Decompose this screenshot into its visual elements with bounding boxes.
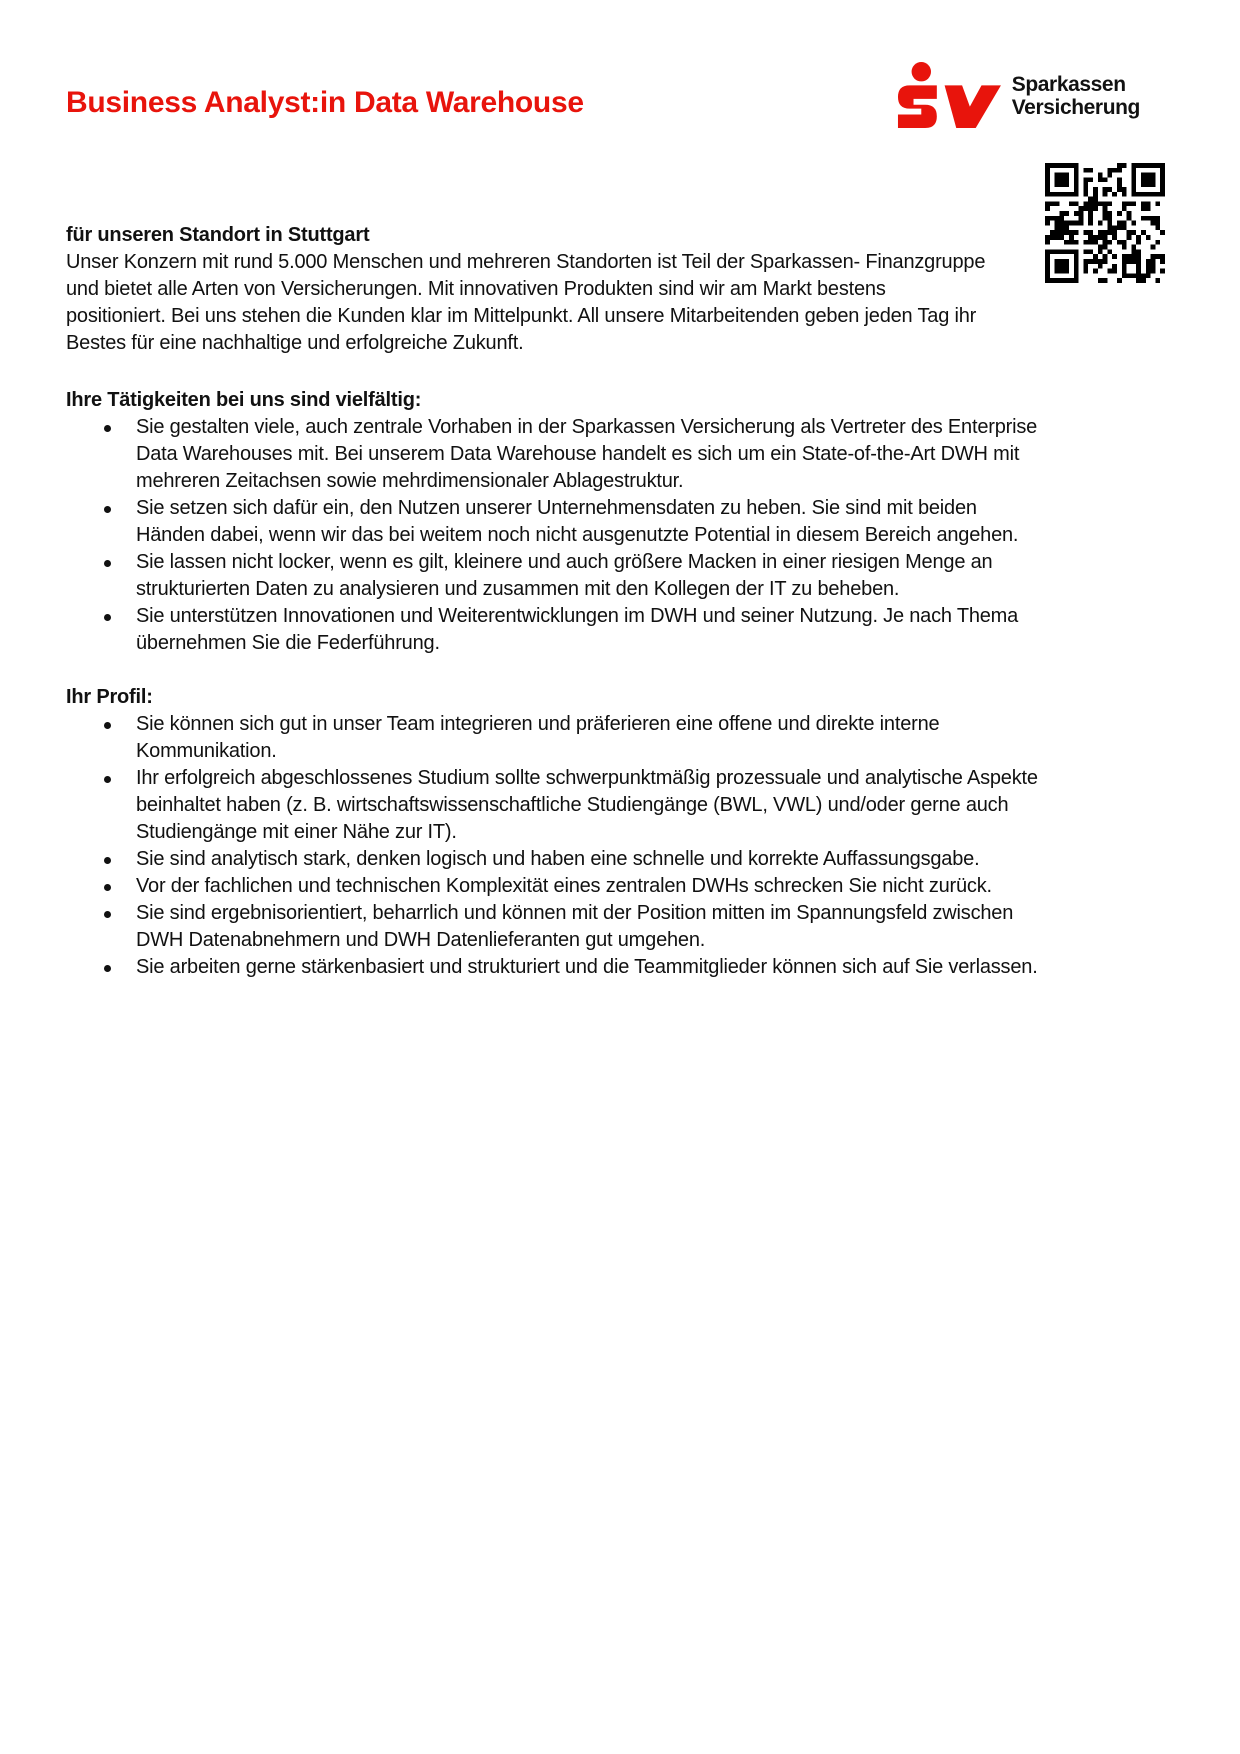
- section-heading: Ihr Profil:: [66, 686, 153, 708]
- logo-brand-line1: Sparkassen: [1011, 73, 1126, 96]
- page-title: Business Analyst:in Data Warehouse: [66, 86, 584, 119]
- company-logo-text: [1012, 73, 1140, 119]
- company-logo: [892, 62, 1140, 130]
- sections-container: [66, 387, 1041, 981]
- bullet-item: Sie unterstützen Innovationen und Weiterentwicklungen im DWH und seiner Nutzung. Je nach Thema übernehmen Sie die Federführung.: [66, 603, 1041, 657]
- qr-code: [1045, 163, 1165, 283]
- bullet-item: Ihr erfolgreich abgeschlossenes Studium sollte schwerpunktmäßig prozessuale und analytische Aspekte beinhaltet haben (z. B. wirtschaftswissenschaftliche Studiengänge (BWL, VWL) und/oder gerne auch Studiengänge mit einer Nähe zur IT).: [66, 765, 1041, 846]
- bullet-item: Sie sind analytisch stark, denken logisch und haben eine schnelle und korrekte Auffassungsgabe.: [66, 846, 1041, 873]
- intro-paragraph: Unser Konzern mit rund 5.000 Menschen und mehreren Standorten ist Teil der Sparkassen- Finanzgruppe und bietet alle Arten von Versicherungen. Mit innovativen Produkten sind wir am Markt bestens positioniert. Bei uns stehen die Kunden klar im Mittelpunkt. All unsere Mitarbeitenden geben jeden Tag ihr Bestes für eine nachhaltige und erfolgreiche Zukunft.: [66, 251, 986, 354]
- document-body: [66, 222, 1041, 981]
- logo-brand-line2: Versicherung: [1011, 96, 1140, 119]
- bullet-item: Sie gestalten viele, auch zentrale Vorhaben in der Sparkassen Versicherung als Vertreter des Enterprise Data Warehouses mit. Bei unserem Data Warehouse handelt es sich um ein State-of-the-Art DWH mit mehreren Zeitachsen sowie mehrdimensionaler Ablagestruktur.: [66, 414, 1041, 495]
- location-heading: für unseren Standort in Stuttgart: [66, 224, 370, 246]
- bullet-item: Sie sind ergebnisorientiert, beharrlich und können mit der Position mitten im Spannungsfeld zwischen DWH Datenabnehmern und DWH Datenlieferanten gut umgehen.: [66, 900, 1041, 954]
- sv-logo-icon: [892, 62, 1004, 130]
- bullet-item: Vor der fachlichen und technischen Komplexität eines zentralen DWHs schrecken Sie nicht zurück.: [66, 873, 1041, 900]
- bullet-list: [66, 414, 1041, 657]
- section-heading: Ihre Tätigkeiten bei uns sind vielfältig:: [66, 389, 422, 411]
- bullet-list: [66, 711, 1041, 981]
- bullet-item: Sie können sich gut in unser Team integrieren und präferieren eine offene und direkte interne Kommunikation.: [66, 711, 1041, 765]
- bullet-item: Sie arbeiten gerne stärkenbasiert und strukturiert und die Teammitglieder können sich auf Sie verlassen.: [66, 954, 1041, 981]
- bullet-item: Sie lassen nicht locker, wenn es gilt, kleinere und auch größere Macken in einer riesigen Menge an strukturierten Daten zu analysieren und zusammen mit den Kollegen der IT zu beheben.: [66, 549, 1041, 603]
- bullet-item: Sie setzen sich dafür ein, den Nutzen unserer Unternehmensdaten zu heben. Sie sind mit beiden Händen dabei, wenn wir das bei weitem noch nicht ausgenutzte Potential in diesem Bereich angehen.: [66, 495, 1041, 549]
